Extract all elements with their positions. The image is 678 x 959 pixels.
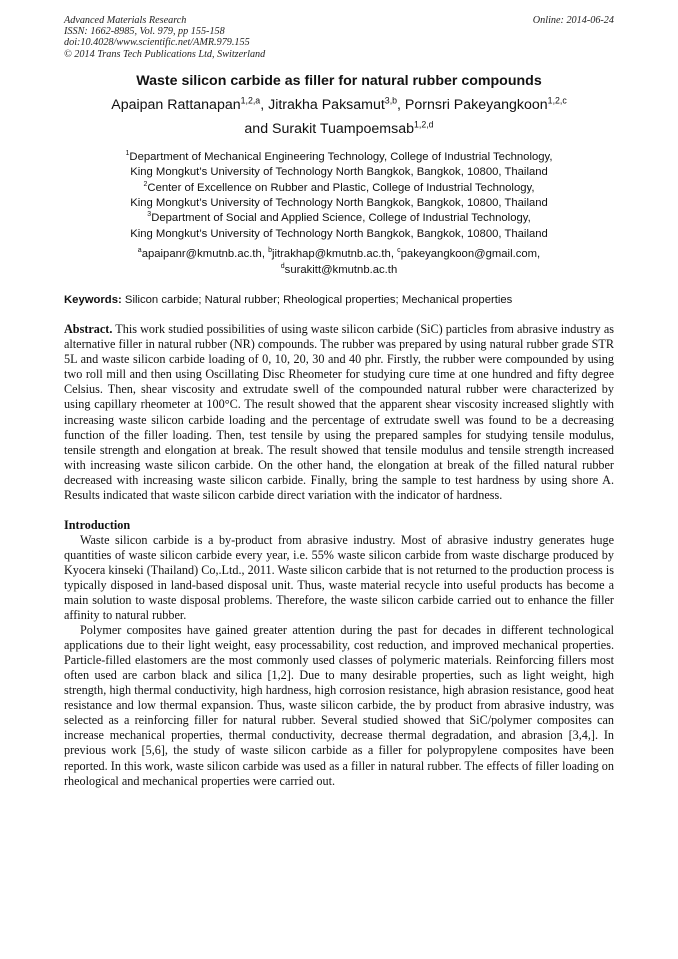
intro-paragraph-2: Polymer composites have gained greater attention during the past for decades in different technological applications due to their light weight, easy processability, cost reduction, and improved mechanical properties. Particle-filled elastomers are the most commonly used classes of polymeric materials. Reinforcing fillers most often used are carbon black and silica [1,2]. Due to many desirable properties, such as light weight, high strength, high thermal conductivity, high hardness, high corrosion resistance, high abrasion resistance, good heat resistance and low thermal expansion. Thus, waste silicon carbide, the by product from abrasive industry, was selected as a reinforcing filler for natural rubber. Several studied showed that SiC/polymer composites can increase mechanical properties, thermal conductivity, decrease thermal degradation, and abrasion [3,4,]. In previous work [5,6], the study of waste silicon carbide as a filler for polypropylene composites have been reported. In this work, waste silicon carbide was used as a filler in natural rubber. The effects of filler loading on rheological and mechanical properties were carried out. [64,623,614,788]
keywords-label: Keywords: [64,294,122,307]
author-name: Pornsri Pakeyangkoon [404,96,548,113]
journal-copyright: © 2014 Trans Tech Publications Ltd, Switzerland [64,48,266,60]
paper-title: Waste silicon carbide as filler for natural rubber compounds [136,72,542,89]
author-name: Jitrakha Paksamut [268,96,385,113]
author-separator: , [260,96,269,113]
affiliations [64,150,614,242]
affiliation-text: Center of Excellence on Rubber and Plastic, College of Industrial Technology, [147,181,535,194]
affiliation-line: King Mongkut’s University of Technology North Bangkok, Bangkok, 10800, Thailand [130,227,548,240]
affiliation-sup: 3 [147,211,152,219]
journal-name: Advanced Materials Research [64,15,187,26]
journal-doi: doi:10.4028/www.scientific.net/AMR.979.155 [64,37,250,49]
email-sup: c [397,247,401,255]
author-name: Surakit Tuampoemsab [272,120,414,137]
author-affil-sup: 1,2,d [414,119,434,130]
email-sup: a [137,247,142,255]
author-name: Apaipan Rattanapan [111,96,241,113]
online-date: Online: 2014-06-24 [532,15,614,26]
email-sup: d [280,262,285,270]
keywords-text: Silicon carbide; Natural rubber; Rheological properties; Mechanical properties [121,294,513,307]
abstract-text: This work studied possibilities of using waste silicon carbide (SiC) particles from abrasive industry as alternative filler in natural rubber (NR) compounds. The rubber was prepared by using natural rubber grade STR 5L and waste silicon carbide loading of 0, 10, 20, 30 and 40 phr. Firstly, the rubber were compounded by using two roll mill and then using Oscillating Disc Rheometer for studying cure time at one hundred and fifty degree Celsius. Then, shear viscosity and extrudate swell of the compounded natural rubber were characterized by using capillary rheometer at 100°C. The result showed that the apparent shear viscosity increased slightly with increasing waste silicon carbide loading and the percentage of extrudate swell was found to be a decreasing function of the filler loading. Then, test tensile by using the prepared samples for studying tensile modulus, tensile strength and elongation at break. The result showed that tensile modulus and tensile strength increased with increasing waste silicon carbide. On the other hand, the elongation at break of the filled natural rubber decreased with increasing waste silicon carbide. Finally, bring the sample to test hardness by using shore A. Results indicated that waste silicon carbide direct variation with the indicator of hardness. [64,322,614,502]
abstract [64,322,614,503]
affiliation-text: Department of Mechanical Engineering Technology, College of Industrial Technology, [129,150,553,163]
email-sup: b [268,247,272,255]
author-affil-sup: 1,2,a [240,95,261,106]
affiliation-text: Department of Social and Applied Science, College of Industrial Technology, [151,212,531,225]
affiliation-sup: 1 [125,150,130,158]
email-address: jitrakhap@kmutnb.ac.th, [272,248,398,261]
affiliation-sup: 2 [143,180,148,188]
affiliation-line [64,211,614,226]
email-line-2 [64,263,614,279]
keywords [64,293,614,308]
journal-header [64,15,614,60]
section-heading-introduction: Introduction [64,517,131,532]
author-list [64,93,614,141]
affiliation-line [64,150,614,165]
abstract-label: Abstract. [64,322,113,337]
affiliation-line: King Mongkut’s University of Technology North Bangkok, Bangkok, 10800, Thailand [130,197,548,210]
journal-issn: ISSN: 1662-8985, Vol. 979, pp 155-158 [64,26,225,38]
intro-paragraph-1: Waste silicon carbide is a by-product from abrasive industry. Most of abrasive industry generates huge quantities of waste silicon carbide every year, i.e. 55% waste silicon carbide from waste discharge produced by Kyocera kinseki (Thailand) Co,.Ltd., 2011. Waste silicon carbide that is not returned to the production process is typically disposed in land-based disposal unit. Thus, waste material recycle into useful products has become a main solution to waste disposal problems. Therefore, the waste silicon carbide carried out to enhance the filler affinity to natural rubber. [64,532,614,623]
affiliation-line [64,181,614,196]
author-separator: , [397,96,405,113]
affiliation-line: King Mongkut’s University of Technology North Bangkok, Bangkok, 10800, Thailand [130,166,548,179]
email-address: apaipanr@kmutnb.ac.th, [141,248,269,261]
email-address: pakeyangkoon@gmail.com, [400,248,541,261]
author-line-2 [64,117,614,141]
email-line-1 [64,247,614,263]
author-emails [64,247,614,278]
author-conjunction: and [244,120,273,137]
author-line-1 [64,93,614,117]
email-address: surakitt@kmutnb.ac.th [284,263,398,276]
author-affil-sup: 3,b [384,95,398,106]
author-affil-sup: 1,2,c [547,95,567,106]
